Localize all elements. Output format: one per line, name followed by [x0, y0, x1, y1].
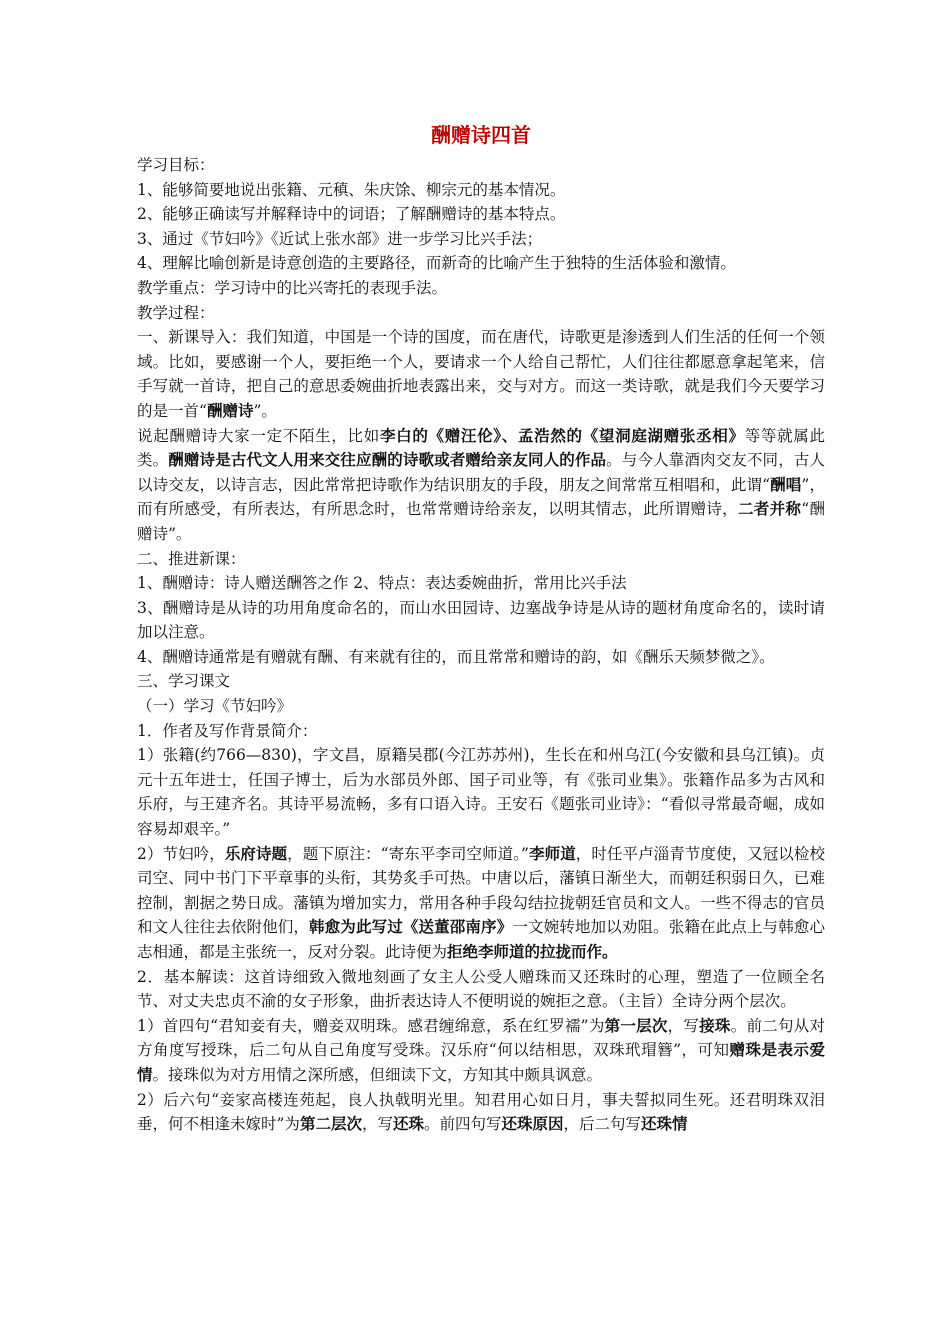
document-page: [137, 120, 825, 1137]
bold-run: 酬赠诗: [206, 400, 254, 420]
bold-run: 乐府诗题: [224, 843, 288, 863]
text-run: 。前二句从对方角度写授珠，后二句从自己角度写受珠。汉乐府“何以结相思，双珠玳瑁簪”，可知: [137, 1016, 825, 1060]
document-title: 酬赠诗四首: [431, 123, 531, 147]
objectives-heading: 学习目标：: [137, 156, 215, 174]
list-item: 1、酬赠诗：诗人赠送酬答之作 2、特点：表达委婉曲折，常用比兴手法: [137, 574, 627, 593]
background-paragraph: [137, 842, 825, 965]
text-run: ”。: [253, 401, 277, 420]
subsection-heading: （一）学习《节妇吟》: [137, 697, 293, 716]
text-run: ，写: [667, 1016, 700, 1035]
key-point: 教学重点：学习诗中的比兴寄托的表现手法。: [137, 278, 448, 297]
text-run: 2）节妇吟，: [137, 844, 225, 863]
bold-run: 第一层次: [604, 1015, 668, 1035]
section-heading: 三、学习课文: [137, 672, 231, 691]
bold-run: 还珠原因: [501, 1114, 564, 1134]
basic-reading-paragraph: 2．基本解读：这首诗细致入微地刻画了女主人公受人赠珠而又还珠时的心理，塑造了一位顾全名节、对丈夫忠贞不渝的女子形象，曲折表达诗人不便明说的婉拒之意。（主旨）全诗分两个层次。: [137, 967, 825, 1011]
text-run: 。接珠似为对方用情之深所感，但细读下文，方知其中颇具讽意。: [152, 1065, 603, 1084]
bold-run: 还珠情: [641, 1114, 688, 1134]
text-run: 。前四句写: [423, 1115, 502, 1134]
layer-one-paragraph: [137, 1014, 825, 1088]
text-run: 一文婉转地加以劝阻。张籍在此点上与韩愈心志相通，都是主张统一，反对分裂。此诗便为: [137, 918, 825, 961]
text-run: 。与今人靠酒肉交友不同，古人以诗交友，以诗言志，因此常常把诗歌作为结识朋友的手段，朋友之间常常互相唱和，此谓“: [137, 451, 825, 494]
bold-run: 酬唱: [770, 474, 802, 494]
intro-paragraph: [137, 325, 825, 423]
section-heading: 二、推进新课：: [137, 549, 246, 568]
text-run: 一、新课导入：我们知道，中国是一个诗的国度，而在唐代，诗歌更是渗透到人们生活的任何一个领域。比如，要感谢一个人，要拒绝一个人，要请求一个人给自己帮忙，人们往往都愿意拿起笔来，信手写就一首诗，把自己的意思委婉曲折地表露出来，交与对方。而这一类诗歌，就是我们今天要学习的是一首“: [137, 328, 825, 420]
bold-run: 拒绝李师道的拉拢而作。: [447, 942, 618, 961]
objective-item: 2、能够正确读写并解释诗中的词语；了解酬赠诗的基本特点。: [137, 205, 566, 224]
list-item: 4、酬赠诗通常是有赠就有酬、有来就有往的，而且常常和赠诗的韵，如《酬乐天频梦微之》。: [137, 647, 775, 666]
bold-run: 酬赠诗是古代文人用来交往应酬的诗歌或者赠给亲友同人的作品: [168, 450, 607, 470]
process-heading: 教学过程：: [137, 303, 215, 322]
bold-run: 第二层次: [299, 1114, 362, 1134]
text-run: ”，而有所感受，有所表达，有所思念时，也常常赠诗给亲友，以明其情志，此所谓赠诗，: [137, 475, 825, 519]
intro-paragraph-2: [137, 424, 825, 547]
bold-run: 接珠: [699, 1015, 731, 1035]
text-run: ，时任平卢淄青节度使，又冠以检校司空、同中书门下平章事的头衔，其势炙手可热。中唐以后，藩镇日渐坐大，而朝廷积弱日久，已难控制，割据之势日成。藩镇为增加实力，常用各种手段勾结拉拢朝廷官员和文人。一些不得志的官员和文人往往去依附他们，: [137, 844, 825, 937]
bold-run: 李师道: [528, 843, 576, 863]
bold-run: 还珠: [392, 1114, 424, 1134]
objective-item: 4、理解比喻创新是诗意创造的主要路径，而新奇的比喻产生于独特的生活体验和激情。: [137, 254, 736, 273]
text-run: ，写: [361, 1115, 393, 1134]
text-run: ，后二句写: [563, 1115, 642, 1134]
bold-run: 赠珠是表示爱情: [137, 1040, 825, 1084]
text-run: 说起酬赠诗大家一定不陌生，比如: [137, 426, 380, 445]
layer-two-paragraph: [137, 1088, 825, 1137]
bold-run: 二者并称: [737, 499, 802, 519]
text-run: “酬赠诗”。: [137, 500, 825, 543]
objective-item: 1、能够简要地说出张籍、元稹、朱庆馀、柳宗元的基本情况。: [137, 180, 566, 199]
text-run: 2）后六句“妾家高楼连苑起，良人执戟明光里。知君用心如日月，事夫誓拟同生死。还君明珠双泪垂，何不相逢未嫁时”为: [137, 1090, 825, 1134]
text-run: 等等就属此类。: [137, 426, 825, 470]
text-run: 1）首四句“君知妾有夫，赠妾双明珠。感君缠绵意，系在红罗襦”为: [137, 1016, 605, 1035]
text-run: ，题下原注：“寄东平李司空师道。”: [287, 844, 529, 863]
author-heading: 1．作者及写作背景简介：: [137, 721, 318, 740]
list-item: 3、酬赠诗是从诗的功用角度命名的，而山水田园诗、边塞战争诗是从诗的题材角度命名的，读时请加以注意。: [137, 598, 825, 642]
bold-run: 韩愈为此写过《送董邵南序》: [309, 917, 513, 937]
bold-run: 李白的《赠汪伦》、孟浩然的《望洞庭湖赠张丞相》: [379, 425, 745, 445]
author-paragraph: 1）张籍(约766—830)，字文昌，原籍吴郡(今江苏苏州)，生长在和州乌江(今安徽和县乌江镇)。贞元十五年进士，任国子博士，后为水部员外郎、国子司业等，有《张司业集》。张籍作品多为古风和乐府，与王建齐名。其诗平易流畅，多有口语入诗。王安石《题张司业诗》：“看似寻常最奇崛，成如容易却艰辛。”: [137, 746, 825, 839]
objective-item: 3、通过《节妇吟》《近试上张水部》进一步学习比兴手法；: [137, 229, 543, 248]
